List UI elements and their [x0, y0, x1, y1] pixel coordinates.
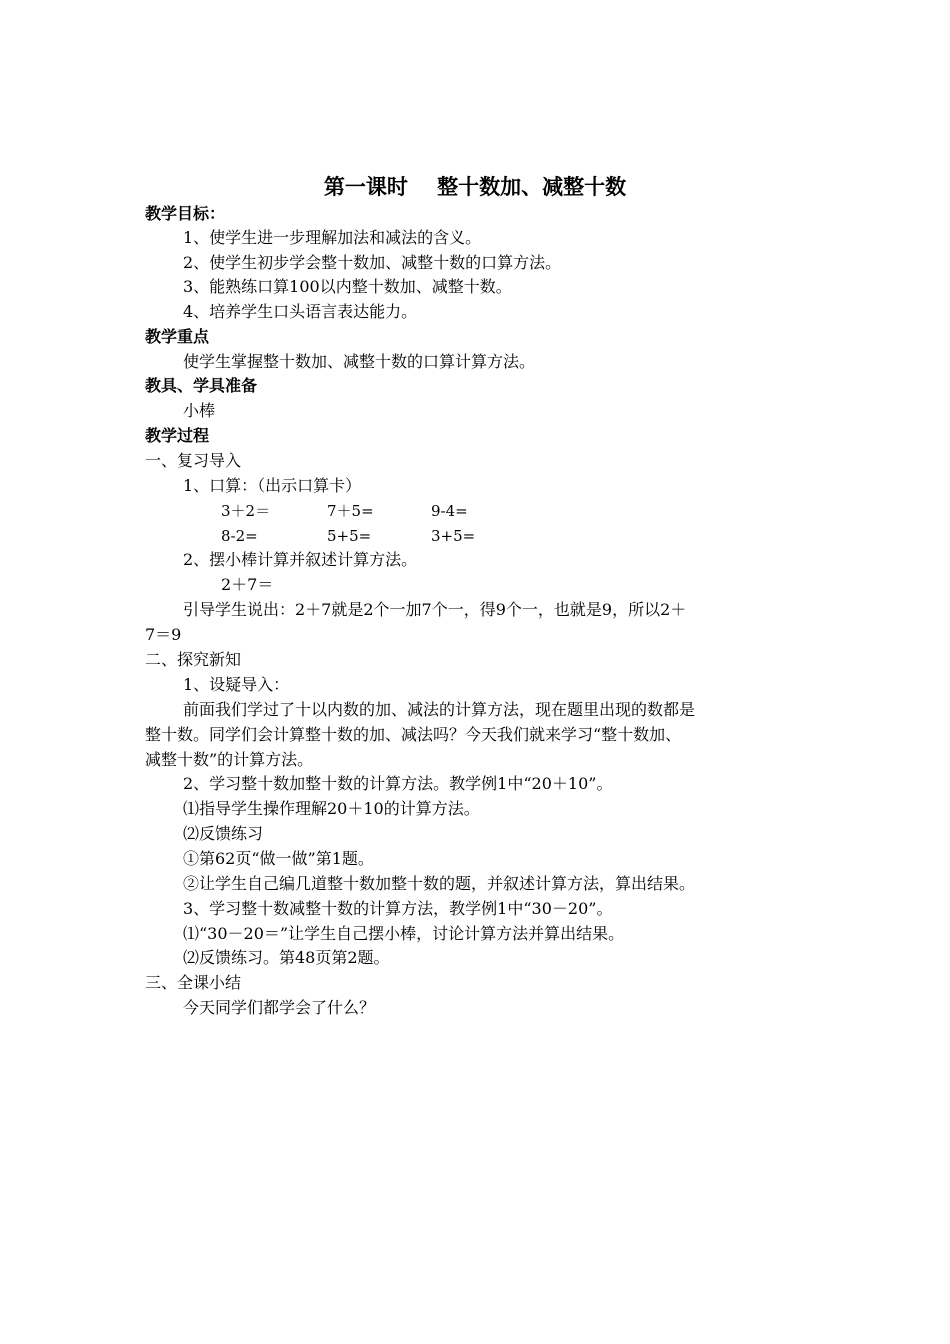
section-2-item-3: 3、学习整十数减整十数的计算方法，教学例1中“30－20”。	[183, 899, 613, 918]
section-2-item-3-sub-1: ⑴“30－20＝”让学生自己摆小棒，讨论计算方法并算出结果。	[183, 924, 625, 943]
section-3-title: 三、全课小结	[145, 973, 242, 992]
section-2-item-1: 1、设疑导入：	[183, 675, 290, 694]
objective-item-4: 4、培养学生口头语言表达能力。	[183, 302, 418, 321]
process-heading: 教学过程	[145, 426, 210, 445]
section-1-item-1: 1、口算：（出示口算卡）	[183, 476, 362, 495]
calc-row-2-a: 8-2=	[221, 527, 258, 545]
section-2-paragraph-line-3: 减整十数”的计算方法。	[145, 750, 314, 769]
tools-heading: 教具、学具准备	[145, 376, 258, 395]
section-2-item-2-sub-2: ⑵反馈练习	[183, 824, 264, 843]
calc-row-1-c: 9-4=	[431, 502, 468, 520]
section-1-item-2-expr: 2＋7＝	[221, 575, 274, 594]
section-2-paragraph-line-1: 前面我们学过了十以内数的加、减法的计算方法，现在题里出现的数都是	[183, 700, 696, 719]
tools-text: 小棒	[183, 401, 216, 420]
section-2-title: 二、探究新知	[145, 650, 242, 669]
section-2-item-3-sub-2: ⑵反馈练习。第48页第2题。	[183, 948, 390, 967]
lesson-title: 第一课时 整十数加、减整十数	[323, 175, 627, 199]
guide-line-1: 引导学生说出：2＋7就是2个一加7个一，得9个一，也就是9，所以2＋	[183, 600, 687, 619]
guide-line-2: 7＝9	[145, 625, 182, 644]
calc-row-1-a: 3＋2＝	[221, 502, 271, 520]
section-3-text: 今天同学们都学会了什么？	[183, 998, 376, 1017]
section-1-item-2: 2、摆小棒计算并叙述计算方法。	[183, 550, 418, 569]
section-2-item-2-sub-1: ⑴指导学生操作理解20＋10的计算方法。	[183, 799, 480, 818]
objective-item-2: 2、使学生初步学会整十数加、减整十数的口算方法。	[183, 253, 562, 272]
key-point-heading: 教学重点	[145, 327, 210, 346]
calc-row-2-c: 3+5=	[431, 527, 476, 545]
objectives-heading: 教学目标：	[145, 204, 226, 223]
section-2-item-2-sub-2-a: ①第62页“做一做”第1题。	[183, 849, 374, 868]
key-point-text: 使学生掌握整十数加、减整十数的口算计算方法。	[183, 352, 536, 371]
section-2-item-2: 2、学习整十数加整十数的计算方法。教学例1中“20＋10”。	[183, 774, 613, 793]
section-1-title: 一、复习导入	[145, 451, 242, 470]
calc-row-1-b: 7＋5=	[327, 502, 374, 520]
objective-item-1: 1、使学生进一步理解加法和减法的含义。	[183, 228, 482, 247]
section-2-paragraph-line-2: 整十数。同学们会计算整十数的加、减法吗？今天我们就来学习“整十数加、	[145, 725, 682, 744]
objective-item-3: 3、能熟练口算100以内整十数加、减整十数。	[183, 277, 512, 296]
calc-row-2-b: 5+5=	[327, 527, 372, 545]
section-2-item-2-sub-2-b: ②让学生自己编几道整十数加整十数的题，并叙述计算方法，算出结果。	[183, 874, 696, 893]
